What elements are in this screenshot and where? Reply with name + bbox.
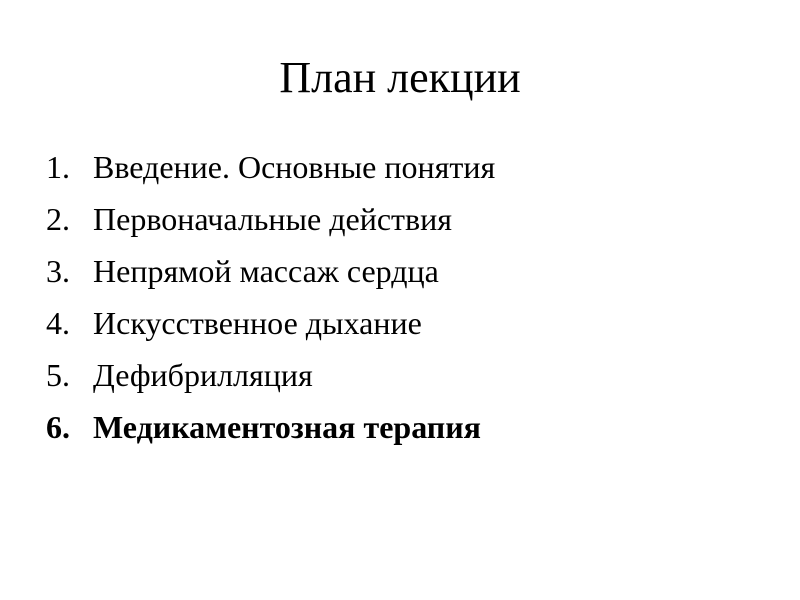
item-text: Непрямой массаж сердца [93, 253, 439, 289]
item-number: 6. [46, 409, 70, 445]
lecture-plan-list [46, 145, 495, 457]
list-item [46, 353, 495, 405]
slide-title: План лекции [279, 53, 521, 102]
item-text: Введение. Основные понятия [93, 149, 496, 185]
list-item [46, 301, 495, 353]
list-item [46, 405, 495, 457]
list-item [46, 145, 495, 197]
item-number: 2. [46, 201, 70, 237]
item-number: 3. [46, 253, 70, 289]
item-text: Искусственное дыхание [93, 305, 422, 341]
item-text: Первоначальные действия [93, 201, 452, 237]
item-text: Дефибрилляция [93, 357, 313, 393]
item-number: 4. [46, 305, 70, 341]
list-item [46, 249, 495, 301]
item-number: 5. [46, 357, 70, 393]
list-item [46, 197, 495, 249]
item-number: 1. [46, 149, 70, 185]
item-text: Медикаментозная терапия [93, 409, 481, 445]
